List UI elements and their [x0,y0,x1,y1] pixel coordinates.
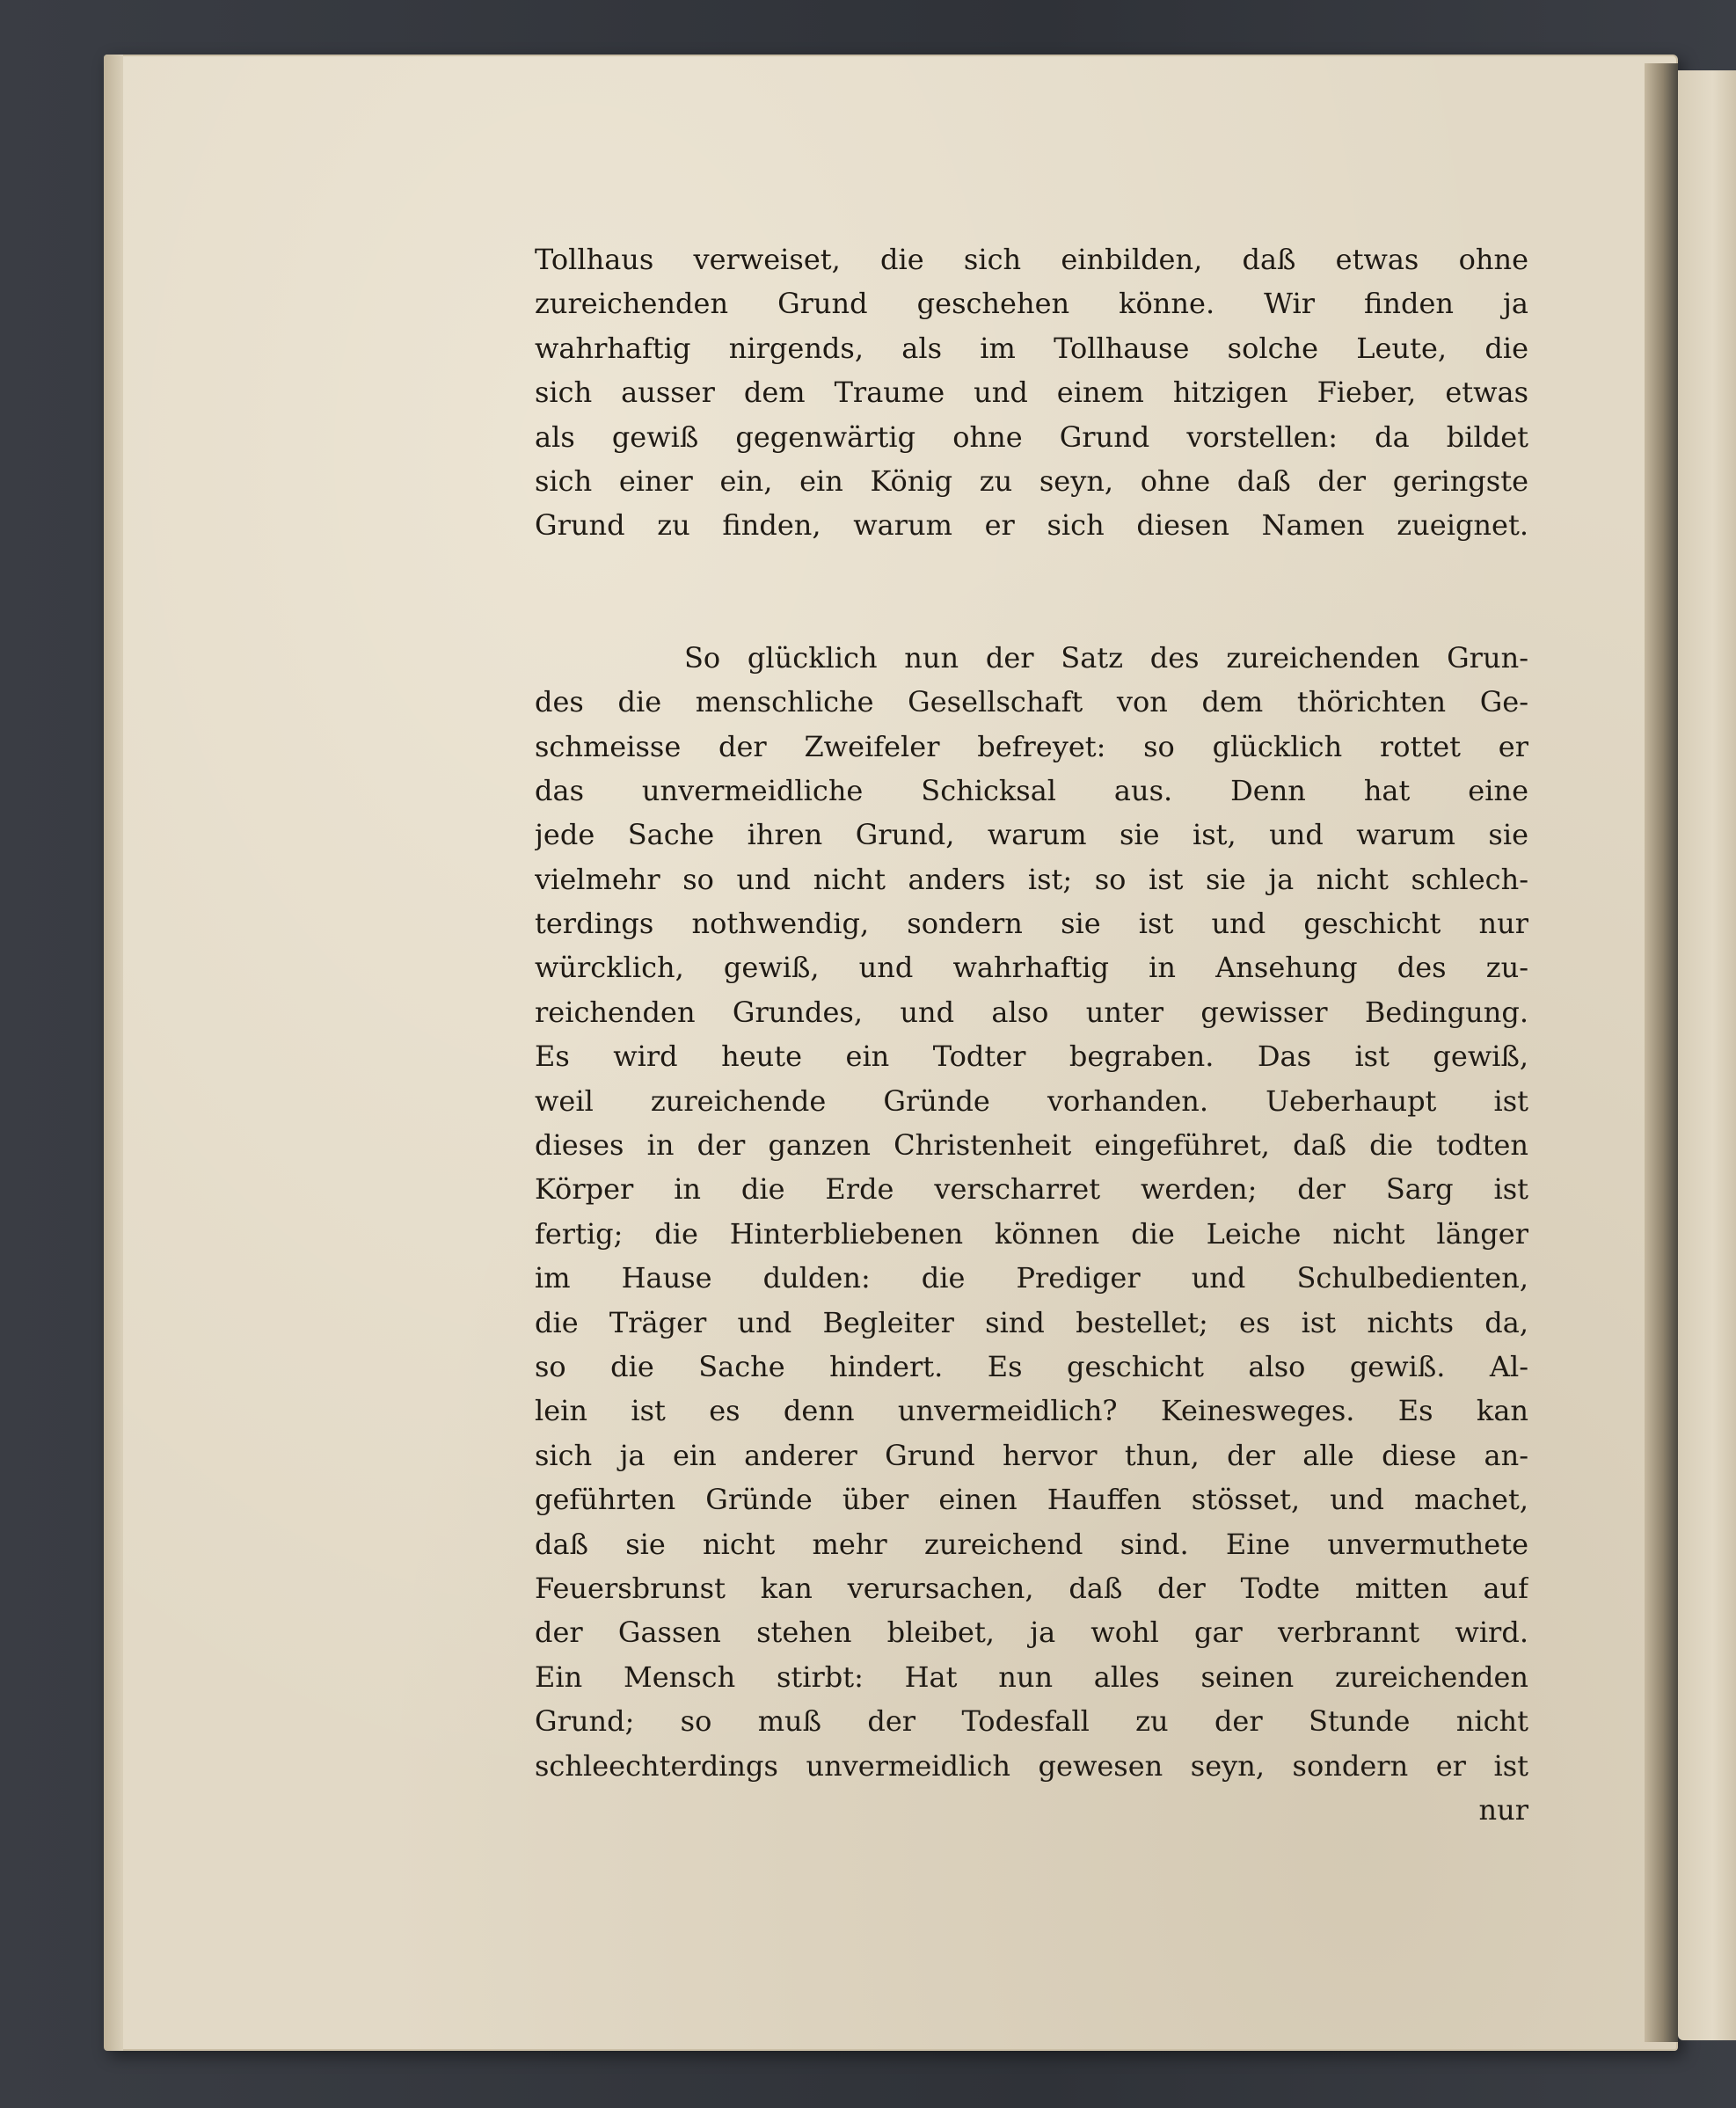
text-line: Es wird heute ein Todter begraben. Das ist gewiß, [535,1039,1528,1074]
page-text [535,237,1528,1832]
text-line: fertig; die Hinterbliebenen können die Leiche nicht länger [535,1216,1528,1251]
text-line: terdings nothwendig, sondern sie ist und geschicht nur [535,907,1528,941]
text-line: dieses in der ganzen Christenheit eingeführet, daß die todten [535,1128,1528,1163]
text-line: jede Sache ihren Grund, warum sie ist, und warum sie [535,818,1528,852]
text-line: der Gassen stehen bleibet, ja wohl gar verbrannt wird. [535,1616,1528,1650]
text-line: vielmehr so und nicht anders ist; so ist sie ja nicht schlech- [535,862,1528,896]
text-line: Tollhaus verweiset, die sich einbilden, daß etwas ohne [535,243,1528,276]
text-line: Körper in die Erde verscharret werden; der Sarg ist [535,1172,1528,1207]
text-line: so die Sache hindert. Es geschicht also gewiß. Al- [535,1349,1528,1383]
text-line: Grund zu finden, warum er sich diesen Namen zueignet. [535,508,1528,543]
text-line: daß sie nicht mehr zureichend sind. Eine unvermuthete [535,1527,1528,1561]
book-gutter [1645,63,1678,2042]
text-line: lein ist es denn unvermeidlich? Keinesweges. Es kan [535,1394,1528,1428]
text-line: das unvermeidliche Schicksal aus. Denn hat eine [535,773,1528,807]
text-line: wahrhaftig nirgends, als im Tollhause solche Leute, die [535,331,1528,365]
text-line: würcklich, gewiß, und wahrhaftig in Ansehung des zu- [535,951,1528,985]
text-line: weil zureichende Gründe vorhanden. Ueberhaupt ist [535,1083,1528,1118]
text-line: reichenden Grundes, und also unter gewisser Bedingung. [535,995,1528,1029]
paragraph-gap [535,548,1528,636]
text-line: schmeisse der Zweifeler befreyet: so glücklich rottet er [535,729,1528,763]
text-line: sich ausser dem Traume und einem hitzigen Fieber, etwas [535,376,1528,410]
text-line: Grund; so muß der Todesfall zu der Stunde nicht [535,1704,1528,1739]
text-line: sich ja ein anderer Grund hervor thun, der alle diese an- [535,1438,1528,1472]
text-line: sich einer ein, ein König zu seyn, ohne daß der geringste [535,463,1528,498]
text-line: zureichenden Grund geschehen könne. Wir finden ja [535,287,1528,321]
facing-page-edge [1678,70,1736,2040]
text-line: die Träger und Begleiter sind bestellet; es ist nichts da, [535,1305,1528,1339]
text-line: geführten Gründe über einen Hauffen stösset, und machet, [535,1483,1528,1517]
text-line: So glücklich nun der Satz des zureichenden Grun- [684,640,1528,675]
page-left-edge [104,55,123,2051]
paragraph-2 [535,636,1528,1788]
text-line: Feuersbrunst kan verursachen, daß der Todte mitten auf [535,1571,1528,1605]
text-line: des die menschliche Gesellschaft von dem thörichten Ge- [535,685,1528,719]
catchword: nur [1478,1792,1528,1827]
text-line: schleechterdings unvermeidlich gewesen seyn, sondern er ist [535,1748,1528,1783]
text-line: als gewiß gegenwärtig ohne Grund vorstellen: da bildet [535,419,1528,454]
paragraph-1 [535,237,1528,548]
text-line: Ein Mensch stirbt: Hat nun alles seinen zureichenden [535,1659,1528,1694]
text-line: im Hause dulden: die Prediger und Schulbedienten, [535,1261,1528,1295]
